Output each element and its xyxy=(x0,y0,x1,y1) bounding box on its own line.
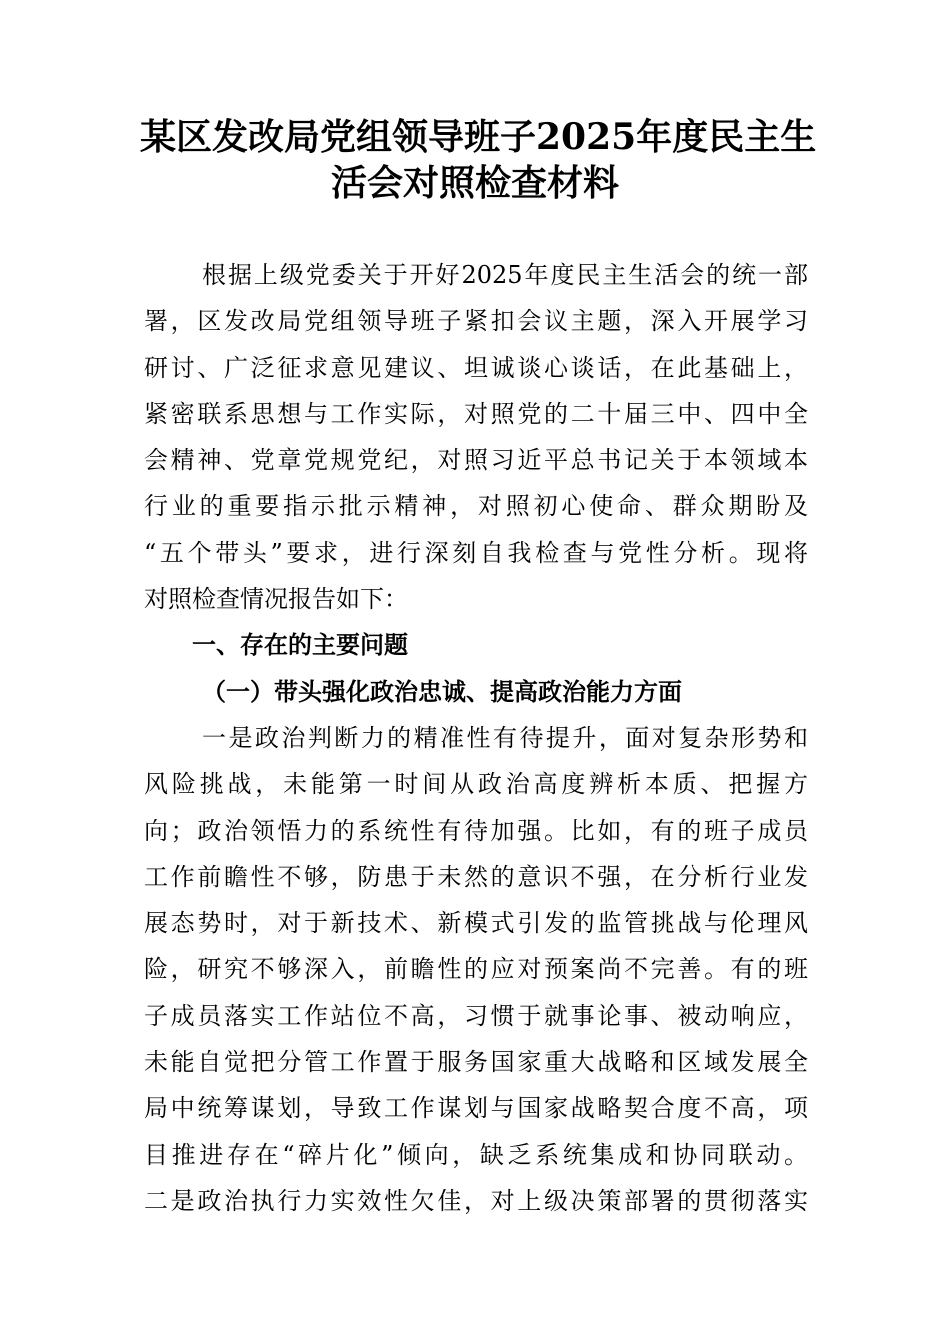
text-line: 对照检查情况报告如下： xyxy=(144,585,408,614)
subsection-heading xyxy=(144,669,808,715)
text-line: 署，区发改局党组领导班子紧扣会议主题，深入开展学习 xyxy=(144,307,808,336)
title-line-2: 活会对照检查材料 xyxy=(330,162,619,204)
document-body xyxy=(144,252,808,1224)
text-line: 子成员落实工作站位不高，习惯于就事论事、被动响应， xyxy=(144,1001,808,1030)
intro-paragraph xyxy=(144,252,808,622)
text-line: 向；政治领悟力的系统性有待加强。比如，有的班子成员 xyxy=(144,816,808,845)
text-line: “五个带头”要求，进行深刻自我检查与党性分析。现将 xyxy=(144,538,808,567)
document-title xyxy=(140,114,817,206)
body-paragraph xyxy=(144,715,808,1224)
subsection-1-heading: （一）带头强化政治忠诚、提高政治能力方面 xyxy=(202,676,682,706)
text-line: 二是政治执行力实效性欠佳，对上级决策部署的贯彻落实 xyxy=(144,1186,808,1215)
text-line: 行业的重要指示批示精神，对照初心使命、群众期盼及 xyxy=(144,492,808,521)
text-line: 一是政治判断力的精准性有待提升，面对复杂形势和 xyxy=(202,723,808,752)
text-line: 根据上级党委关于开好2025年度民主生活会的统一部 xyxy=(202,261,808,289)
title-line-1: 某区发改局党组领导班子2025年度民主生 xyxy=(140,116,817,158)
section-heading xyxy=(144,622,808,668)
section-1-heading: 一、存在的主要问题 xyxy=(192,631,408,660)
text-line: 目推进存在“碎片化”倾向，缺乏系统集成和协同联动。 xyxy=(144,1140,808,1169)
text-line: 工作前瞻性不够，防患于未然的意识不强，在分析行业发 xyxy=(144,862,808,891)
text-line: 风险挑战，未能第一时间从政治高度辨析本质、把握方 xyxy=(144,770,808,799)
text-line: 局中统筹谋划，导致工作谋划与国家战略契合度不高，项 xyxy=(144,1094,808,1123)
text-line: 未能自觉把分管工作置于服务国家重大战略和区域发展全 xyxy=(144,1048,808,1077)
text-line: 会精神、党章党规党纪，对照习近平总书记关于本领域本 xyxy=(144,446,808,475)
text-line: 展态势时，对于新技术、新模式引发的监管挑战与伦理风 xyxy=(144,909,808,938)
text-line: 紧密联系思想与工作实际，对照党的二十届三中、四中全 xyxy=(144,399,808,428)
text-line: 险，研究不够深入，前瞻性的应对预案尚不完善。有的班 xyxy=(144,955,808,984)
text-line: 研讨、广泛征求意见建议、坦诚谈心谈话，在此基础上， xyxy=(144,353,808,382)
